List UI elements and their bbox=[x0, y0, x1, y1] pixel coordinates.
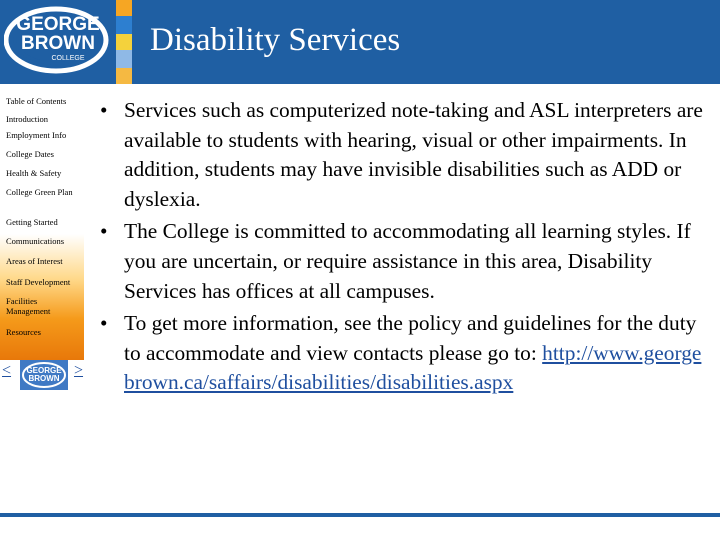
sidebar-item-facilities-management[interactable]: Facilities Management bbox=[6, 296, 51, 316]
sidebar-item-communications[interactable]: Communications bbox=[6, 236, 65, 246]
bullet-item bbox=[98, 96, 712, 214]
sidebar-item-college-dates[interactable]: College Dates bbox=[6, 149, 54, 159]
mini-logo-line-1: GEORGE bbox=[26, 366, 62, 375]
sidebar-item-areas-of-interest[interactable]: Areas of Interest bbox=[6, 256, 63, 266]
main-content bbox=[98, 96, 712, 401]
bullet-marker: • bbox=[100, 311, 108, 336]
sidebar-item-staff-development[interactable]: Staff Development bbox=[6, 277, 71, 287]
sidebar-item-college-green-plan[interactable]: College Green Plan bbox=[6, 187, 73, 197]
logo-line-2: BROWN bbox=[21, 33, 95, 54]
sidebar-item-employment-info[interactable]: Employment Info bbox=[6, 130, 67, 140]
next-arrow[interactable]: > bbox=[74, 362, 84, 379]
logo-line-3: COLLEGE bbox=[51, 55, 85, 62]
bullet-text: Services such as computerized note-taking and ASL interpreters are available to students with hearing, visual or other impairments. In addition, students may have invisible disabilities such as ADD or dyslexia. bbox=[124, 98, 703, 211]
sidebar-item-health-safety[interactable]: Health & Safety bbox=[6, 168, 62, 178]
bullet-marker: • bbox=[100, 219, 108, 244]
page-title: Disability Services bbox=[150, 22, 401, 58]
logo-line-1: GEORGE bbox=[16, 14, 100, 35]
george-brown-logo bbox=[4, 6, 110, 74]
sidebar-item-getting-started[interactable]: Getting Started bbox=[6, 217, 58, 227]
disabilities-link[interactable]: http://www.georgebrown.ca/saffairs/disabilities/disabilities.aspx bbox=[124, 340, 702, 395]
sidebar-item-resources[interactable]: Resources bbox=[6, 327, 41, 337]
bullet-text: The College is committed to accommodating all learning styles. If you are uncertain, or require assistance in this area, Disability Services has offices at all campuses. bbox=[124, 219, 691, 303]
bullet-item bbox=[98, 309, 712, 398]
bullet-item bbox=[98, 217, 712, 306]
mini-logo-line-2: BROWN bbox=[28, 374, 60, 383]
sidebar-item-introduction[interactable]: Introduction bbox=[6, 114, 49, 124]
footer-divider bbox=[0, 513, 720, 517]
bullet-marker: • bbox=[100, 98, 108, 122]
header-bar bbox=[0, 0, 720, 84]
color-stripes bbox=[116, 0, 132, 84]
prev-arrow[interactable]: < bbox=[2, 362, 12, 379]
mini-logo-icon bbox=[20, 360, 68, 390]
sidebar bbox=[0, 84, 84, 360]
bullet-text: To get more information, see the policy and guidelines for the duty to accommodate and view contacts please go to: bbox=[124, 311, 697, 365]
sidebar-item-table-of-contents[interactable]: Table of Contents bbox=[6, 96, 67, 106]
slide-navigation bbox=[0, 360, 84, 390]
